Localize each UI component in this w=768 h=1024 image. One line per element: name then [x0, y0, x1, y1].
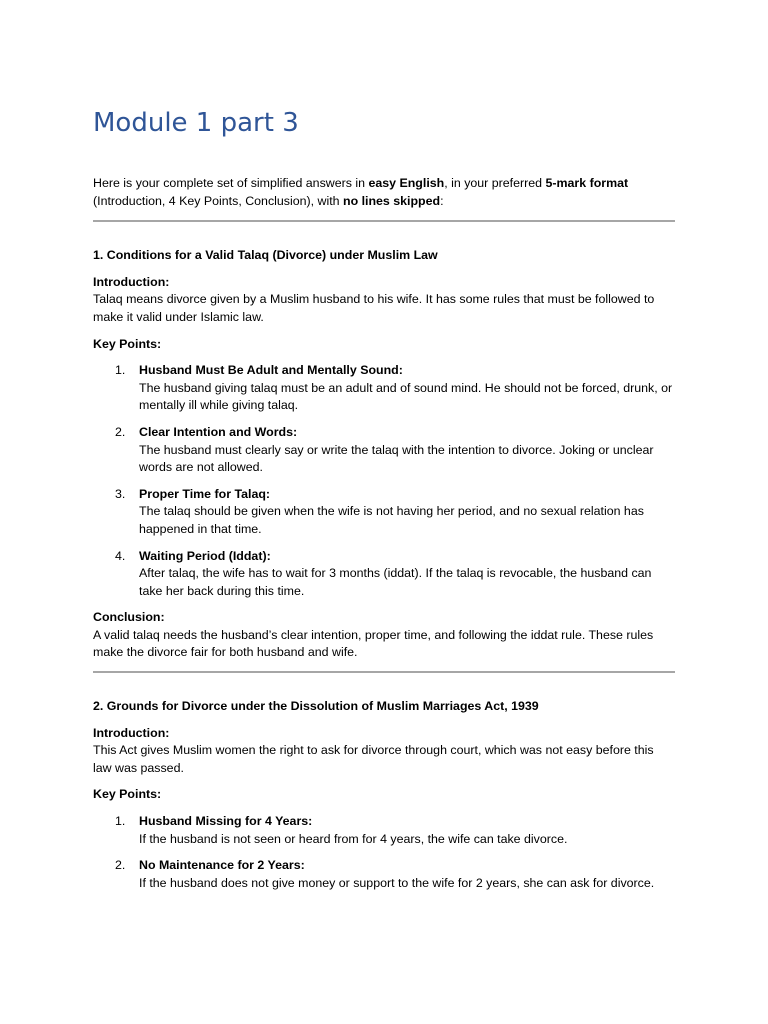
point-title: Husband Missing for 4 Years:: [139, 814, 313, 829]
point-text: If the husband does not give money or support to the wife for 2 years, she can ask for divorce.: [139, 875, 655, 890]
key-points-label: Key Points:: [93, 336, 162, 351]
list-number: 3.: [115, 486, 126, 501]
point-text: After talaq, the wife has to wait for 3 months (iddat). If the talaq is revocable, the husband can take her back during this time.: [139, 566, 652, 598]
point-text: The husband must clearly say or write the talaq with the intention to divorce. Joking or unclear words are not allowed.: [139, 442, 654, 475]
key-points-list: [93, 813, 675, 892]
intro-text-3: (Introduction, 4 Key Points, Conclusion), with: [93, 193, 343, 208]
intro-text-4: :: [440, 193, 444, 208]
conclusion-text: A valid talaq needs the husband’s clear intention, proper time, and following the iddat rule. These rules make the divorce fair for both husband and wife.: [93, 627, 654, 660]
conclusion-block: [93, 609, 675, 662]
point-text: The talaq should be given when the wife is not having her period, and no sexual relation has happened in that time.: [139, 504, 644, 536]
section-divider: [93, 671, 675, 673]
intro-bold-format: 5-mark format: [545, 176, 629, 190]
point-title: Clear Intention and Words:: [139, 424, 298, 439]
introduction-block: [93, 725, 675, 778]
point-title: Husband Must Be Adult and Mentally Sound:: [139, 363, 403, 378]
intro-bold-no-lines-skipped: no lines skipped: [343, 193, 441, 208]
list-number: 2.: [115, 424, 126, 439]
key-points-list: [93, 362, 675, 600]
point-text: If the husband is not seen or heard from for 4 years, the wife can take divorce.: [139, 831, 568, 846]
list-number: 2.: [115, 858, 126, 873]
point-title: No Maintenance for 2 Years:: [139, 858, 305, 873]
list-number: 1.: [115, 363, 126, 378]
intro-text-1: Here is your complete set of simplified answers in: [93, 176, 369, 190]
list-item: [93, 424, 675, 477]
section-talaq: [93, 247, 675, 662]
section-heading: 2. Grounds for Divorce under the Dissolution of Muslim Marriages Act, 1939: [93, 699, 539, 714]
list-item: [93, 813, 675, 848]
list-item: [93, 486, 675, 539]
list-number: 1.: [115, 814, 126, 829]
list-item: [93, 857, 675, 892]
section-divider: [93, 220, 675, 222]
document-body: [93, 175, 675, 901]
list-item: [93, 548, 675, 601]
point-text: The husband giving talaq must be an adult and of sound mind. He should not be forced, drunk, or mentally ill while giving talaq.: [139, 380, 673, 413]
introduction-label: Introduction:: [93, 725, 170, 740]
section-heading: 1. Conditions for a Valid Talaq (Divorce) under Muslim Law: [93, 248, 438, 263]
point-title: Proper Time for Talaq:: [139, 486, 271, 501]
introduction-label: Introduction:: [93, 274, 170, 289]
page-title: Module 1 part 3: [93, 108, 299, 138]
introduction-block: [93, 274, 675, 327]
section-dmma-1939: [93, 698, 675, 892]
introduction-text: This Act gives Muslim women the right to ask for divorce through court, which was not easy before this law was passed.: [93, 743, 654, 775]
intro-bold-easy-english: easy English: [368, 176, 445, 190]
list-number: 4.: [115, 548, 126, 563]
intro-text-2: , in your preferred: [444, 176, 546, 190]
intro-paragraph: [93, 175, 675, 210]
conclusion-label: Conclusion:: [93, 610, 165, 625]
introduction-text: Talaq means divorce given by a Muslim husband to his wife. It has some rules that must be followed to make it valid under Islamic law.: [93, 292, 655, 324]
list-item: [93, 362, 675, 415]
key-points-label: Key Points:: [93, 787, 162, 802]
point-title: Waiting Period (Iddat):: [139, 548, 271, 563]
